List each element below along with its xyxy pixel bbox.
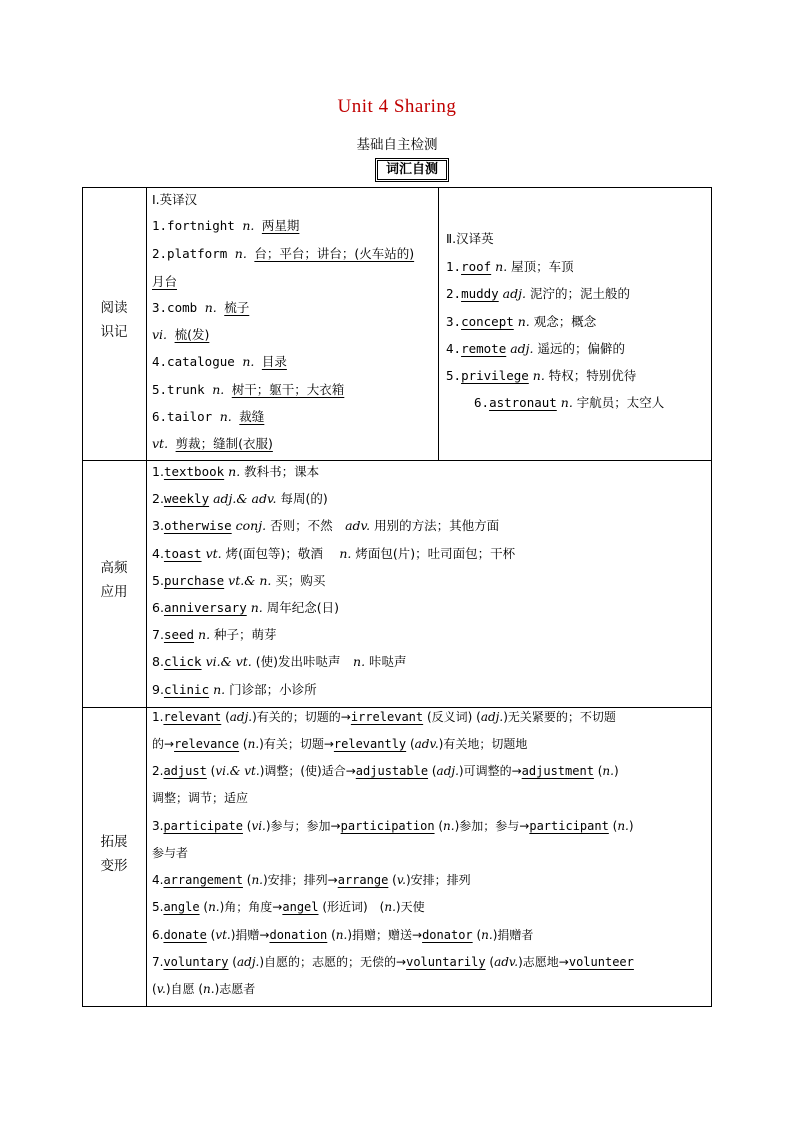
text-run: ( <box>593 764 603 778</box>
text-run: ( <box>206 928 216 942</box>
part-of-speech: n. <box>228 464 241 479</box>
text-run: 门诊部；小诊所 <box>225 682 317 697</box>
answer-text: 梳(发) <box>174 327 210 342</box>
answer-word: astronaut <box>489 395 557 410</box>
answer-text: 剪裁；缝制(衣服) <box>175 436 273 451</box>
answer-text: 台；平台；讲台；(火车站的) <box>254 246 415 261</box>
text-run: ( <box>472 928 482 942</box>
vocab-word: angel <box>282 900 319 914</box>
vocab-word: donate <box>163 928 207 942</box>
list-item <box>152 785 248 812</box>
part-of-speech: n. <box>384 900 396 914</box>
item-number: 5. <box>446 368 462 383</box>
list-item <box>152 731 527 758</box>
vocab-word: otherwise <box>163 518 232 533</box>
text-run: )无关紧要的；不切题 <box>503 710 616 724</box>
part-of-speech: vi. <box>152 327 168 342</box>
text-run: )捐赠者 <box>492 928 534 942</box>
text-run: 8. <box>152 654 164 669</box>
text-run: ) <box>628 819 634 833</box>
section-label-text: 拓展 变形 <box>100 834 128 874</box>
entry-word: 1.fortnight <box>152 218 243 233</box>
text-run: ( <box>206 764 216 778</box>
text-run: 6. <box>152 928 164 942</box>
list-item <box>446 362 636 389</box>
item-number: 1. <box>446 259 462 274</box>
item-number: 6. <box>474 395 490 410</box>
text-run: 烤(面包等)；敬酒 <box>221 546 340 561</box>
list-item <box>152 567 325 594</box>
text-run: 4. <box>152 873 164 887</box>
text-run: 4. <box>152 546 164 561</box>
part-of-speech: v. <box>396 873 406 887</box>
list-item <box>446 280 630 307</box>
text-run: 烤面包(片)；吐司面包；干杯 <box>351 546 516 561</box>
part-of-speech: v. <box>156 982 166 996</box>
part-of-speech: vt. <box>235 654 252 669</box>
text-run: 3. <box>152 518 164 533</box>
meaning-text: 特权；特别优待 <box>544 368 637 383</box>
vocab-word: weekly <box>163 491 210 506</box>
part-of-speech: n. <box>335 928 348 942</box>
part-of-speech: n. <box>556 395 573 410</box>
answer-text: 两星期 <box>261 218 300 233</box>
part-of-speech: n. <box>602 764 614 778</box>
text-run: )有关；切题→ <box>259 737 334 751</box>
list-item <box>152 212 299 239</box>
text-run: 用别的方法；其他方面 <box>370 518 500 533</box>
list-item <box>152 949 634 976</box>
part-of-speech: adv. <box>345 518 371 533</box>
text-run: (使)发出咔哒声 <box>251 654 354 669</box>
text-run: )参与；参加→ <box>265 819 341 833</box>
part-of-speech: n. <box>208 900 220 914</box>
text-run: ( <box>327 928 336 942</box>
text-run: ( <box>242 873 252 887</box>
answer-text: 目录 <box>261 354 287 369</box>
list-item <box>152 485 328 512</box>
spacer <box>167 327 175 342</box>
text-run: 7. <box>152 955 164 969</box>
list-item <box>152 430 273 457</box>
part-of-speech: n. <box>481 928 493 942</box>
text-run: 买；购买 <box>271 573 326 588</box>
text-run: 周年纪念(日) <box>262 600 339 615</box>
part-of-speech: vt. <box>205 546 222 561</box>
list-item <box>152 867 471 894</box>
text-run: ( <box>242 819 252 833</box>
vocab-word: participate <box>163 819 243 833</box>
part-of-speech: n. <box>203 982 215 996</box>
text-run: )自愿的；志愿的；无偿的→ <box>259 955 407 969</box>
vocab-word: participant <box>529 819 609 833</box>
answer-word: roof <box>461 259 492 274</box>
part-of-speech: n. <box>259 573 272 588</box>
text-run: )捐赠；赠送→ <box>347 928 423 942</box>
text-run: 5. <box>152 900 164 914</box>
part-of-speech: n. <box>443 819 455 833</box>
text-run: 2. <box>152 491 164 506</box>
part-of-speech: vt.& <box>228 573 256 588</box>
section-label-extend <box>82 830 146 878</box>
list-item <box>152 840 188 867</box>
list-item <box>152 976 255 1003</box>
part-of-speech: n. <box>491 259 508 274</box>
spacer <box>168 436 176 451</box>
vocab-word: relevance <box>174 737 240 751</box>
text-run: 3. <box>152 819 164 833</box>
answer-word: muddy <box>461 286 499 301</box>
list-item <box>152 594 339 621</box>
vocab-word: relevant <box>163 710 222 724</box>
list-item <box>152 758 619 785</box>
answer-text: 树干；躯干；大衣箱 <box>231 382 345 397</box>
meaning-text: 屋顶；车顶 <box>507 259 574 274</box>
part-of-speech: n. <box>242 354 255 369</box>
list-item <box>152 813 634 840</box>
text-run: 每周(的) <box>276 491 328 506</box>
list-item <box>152 894 425 921</box>
list-item <box>152 321 209 348</box>
vocab-word: participation <box>340 819 435 833</box>
page-title: Unit 4 Sharing <box>337 96 457 117</box>
list-item <box>152 458 319 485</box>
spacer <box>254 354 262 369</box>
text-run: )有关地；切题地 <box>438 737 528 751</box>
entry-word: 4.catalogue <box>152 354 243 369</box>
entry-word: 5.trunk <box>152 382 213 397</box>
entry-word: 2.platform <box>152 246 235 261</box>
text-run: 否则；不然 <box>266 518 346 533</box>
list-item <box>152 621 277 648</box>
part-of-speech: n. <box>528 368 545 383</box>
text-run: )捐赠→ <box>230 928 270 942</box>
part-of-speech: n. <box>617 819 629 833</box>
list-item <box>152 676 317 703</box>
vocab-word: adjust <box>163 764 207 778</box>
text-run: 调整；调节；适应 <box>152 791 249 805</box>
part-of-speech: vi.& <box>205 654 232 669</box>
list-item <box>152 268 177 295</box>
part-of-speech: adj. <box>506 341 534 356</box>
list-item <box>152 294 249 321</box>
list-item <box>152 348 287 375</box>
vocab-word: seed <box>163 627 195 642</box>
text-run: )安排；排列→ <box>262 873 338 887</box>
part1-heading: Ⅰ.英译汉 <box>152 192 198 207</box>
answer-word: privilege <box>461 368 529 383</box>
part-of-speech: n. <box>204 300 217 315</box>
part-of-speech: n. <box>198 627 211 642</box>
text-run: )参加；参与→ <box>454 819 530 833</box>
text-run: ( <box>221 710 230 724</box>
text-run: ( <box>428 764 437 778</box>
vocab-word: relevantly <box>333 737 407 751</box>
page-subtitle: 基础自主检测 <box>356 137 438 153</box>
text-run: )自愿 ( <box>165 982 204 996</box>
vocab-word: angle <box>163 900 200 914</box>
part-of-speech: adj. <box>480 710 504 724</box>
part-of-speech: adj.& <box>213 491 248 506</box>
part-of-speech: adj. <box>498 286 526 301</box>
vocab-word: adjustable <box>355 764 429 778</box>
part-of-speech: n. <box>219 409 232 424</box>
vocab-word: purchase <box>163 573 225 588</box>
item-number: 4. <box>446 341 462 356</box>
vocab-word: donation <box>269 928 328 942</box>
list-item <box>446 308 596 335</box>
part-of-speech: vi. <box>251 819 266 833</box>
part-of-speech: n. <box>212 382 225 397</box>
part-of-speech: n. <box>251 873 263 887</box>
part-of-speech: adj. <box>436 764 459 778</box>
list-item <box>152 240 414 267</box>
vocab-word: clinic <box>163 682 210 697</box>
list-item <box>152 540 515 567</box>
text-run: ( <box>388 873 397 887</box>
part-of-speech: n. <box>513 314 530 329</box>
vocab-word: click <box>163 654 202 669</box>
vocab-word: donator <box>422 928 473 942</box>
part-of-speech: adv. <box>494 955 519 969</box>
text-run: )调整；(使)适合→ <box>259 764 356 778</box>
part-of-speech: vt. <box>244 764 260 778</box>
answer-text: 月台 <box>152 274 178 289</box>
item-number: 2. <box>446 286 462 301</box>
text-run: )可调整的→ <box>458 764 522 778</box>
text-run: (反义词) ( <box>423 710 481 724</box>
vocab-word: toast <box>163 546 202 561</box>
list-item <box>446 335 625 362</box>
text-run: 5. <box>152 573 164 588</box>
text-run: 7. <box>152 627 164 642</box>
section-label-reading <box>82 296 146 344</box>
list-item <box>446 253 574 280</box>
list-item <box>152 376 344 403</box>
text-run: ( <box>485 955 495 969</box>
text-run: 2. <box>152 764 164 778</box>
text-run: 9. <box>152 682 164 697</box>
part2-heading: Ⅱ.汉译英 <box>446 231 494 246</box>
meaning-text: 泥泞的；泥土般的 <box>525 286 630 301</box>
part-of-speech: vt. <box>215 928 231 942</box>
text-run: ( <box>239 737 248 751</box>
answer-word: remote <box>461 341 507 356</box>
text-run: 参与者 <box>152 846 189 860</box>
entry-word: 6.tailor <box>152 409 220 424</box>
part-of-speech: n. <box>242 218 255 233</box>
text-run: 1. <box>152 464 164 479</box>
vocab-word: anniversary <box>163 600 247 615</box>
text-run: 教科书；课本 <box>240 464 320 479</box>
list-item <box>474 389 664 416</box>
answer-word: concept <box>461 314 514 329</box>
text-run: ( <box>406 737 415 751</box>
part-of-speech: adj. <box>229 710 253 724</box>
part-of-speech: n. <box>213 682 226 697</box>
text-run: ( <box>434 819 444 833</box>
part-of-speech: adj. <box>236 955 260 969</box>
text-run: ( <box>199 900 209 914</box>
part-of-speech: n. <box>339 546 352 561</box>
vocab-word: volunteer <box>568 955 634 969</box>
text-run: (形近词) ( <box>318 900 385 914</box>
entry-word: 3.comb <box>152 300 205 315</box>
text-run: ( <box>608 819 618 833</box>
section-label-text: 高频 应用 <box>100 560 128 600</box>
text-run: ( <box>152 982 157 996</box>
spacer <box>254 218 262 233</box>
list-item <box>152 704 616 731</box>
list-item <box>152 922 533 949</box>
text-run: ) <box>613 764 619 778</box>
answer-text: 裁缝 <box>239 409 265 424</box>
text-run: 种子；萌芽 <box>210 627 277 642</box>
part-of-speech: n. <box>353 654 366 669</box>
list-item <box>152 403 264 430</box>
item-number: 3. <box>446 314 462 329</box>
part-of-speech: conj. <box>235 518 267 533</box>
text-run: 的→ <box>152 737 175 751</box>
section-box-label: 词汇自测 <box>377 160 447 180</box>
part-of-speech: n. <box>250 600 263 615</box>
section-label-frequent <box>82 556 146 604</box>
text-run: 6. <box>152 600 164 615</box>
vocab-word: textbook <box>163 464 225 479</box>
part-of-speech: n. <box>234 246 247 261</box>
section-label-text: 阅读 识记 <box>100 300 128 340</box>
vocab-word: adjustment <box>521 764 594 778</box>
text-run: ( <box>228 955 237 969</box>
vocab-word: irrelevant <box>350 710 424 724</box>
part-of-speech: adv. <box>414 737 439 751</box>
text-run: )有关的；切题的→ <box>252 710 351 724</box>
text-run: )志愿者 <box>214 982 256 996</box>
part-of-speech: n. <box>247 737 260 751</box>
text-run: )天使 <box>395 900 425 914</box>
vocab-word: voluntarily <box>406 955 486 969</box>
meaning-text: 观念；概念 <box>529 314 597 329</box>
text-run: )志愿地→ <box>518 955 569 969</box>
list-item <box>152 648 407 675</box>
list-item <box>152 512 499 539</box>
text-run: 咔哒声 <box>365 654 407 669</box>
text-run: )安排；排列 <box>405 873 471 887</box>
vocab-word: arrange <box>337 873 389 887</box>
part-of-speech: vt. <box>152 436 169 451</box>
spacer <box>224 382 232 397</box>
vocab-word: voluntary <box>163 955 229 969</box>
text-run: 1. <box>152 710 164 724</box>
text-run: )角；角度→ <box>219 900 283 914</box>
meaning-text: 遥远的；偏僻的 <box>533 341 625 356</box>
answer-text: 梳子 <box>224 300 250 315</box>
part-of-speech: adv. <box>251 491 277 506</box>
meaning-text: 宇航员；太空人 <box>572 395 665 410</box>
part-of-speech: vi.& <box>215 764 241 778</box>
vocab-word: arrangement <box>163 873 243 887</box>
